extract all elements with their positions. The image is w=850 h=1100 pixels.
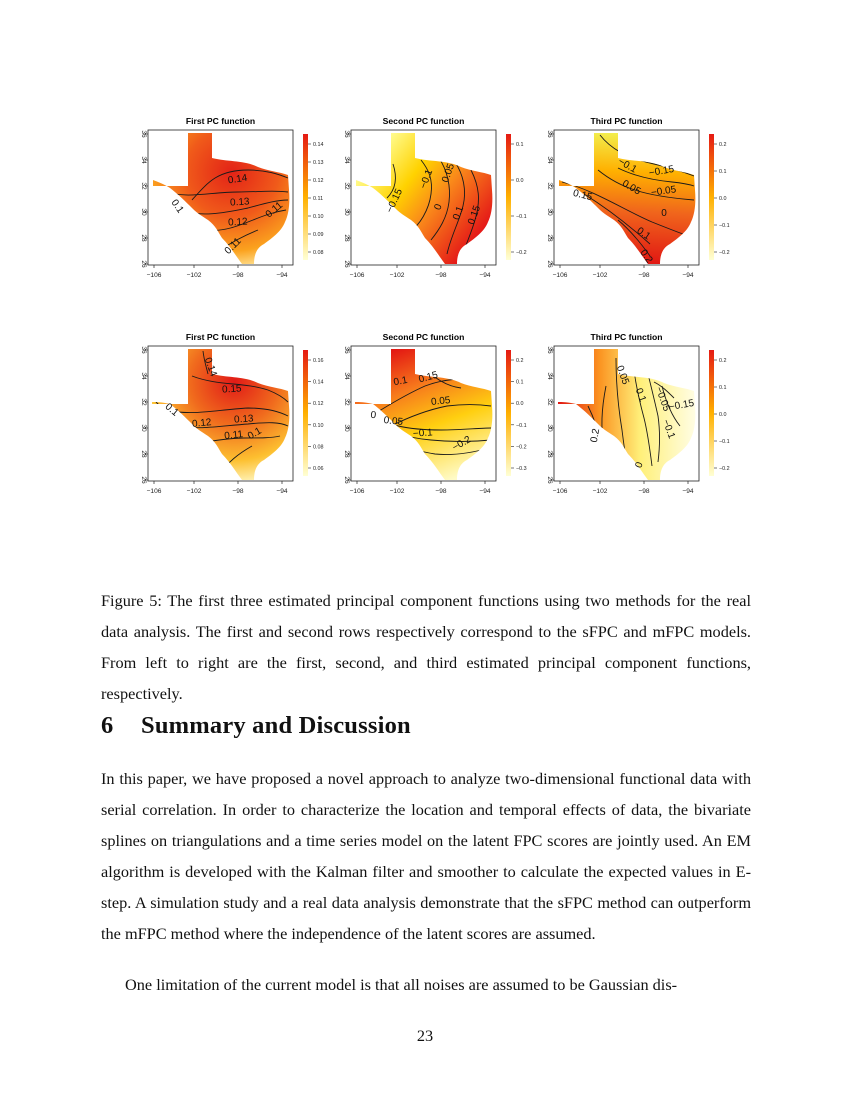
panel-title: Third PC function bbox=[590, 332, 663, 342]
contour-label: −0.15 bbox=[384, 187, 406, 215]
section-heading bbox=[101, 712, 411, 740]
colorbar-label: 0.11 bbox=[313, 196, 324, 202]
y-tick-label: 36 bbox=[546, 346, 553, 354]
contour-label: 0.11 bbox=[222, 235, 244, 257]
x-tick-label: −106 bbox=[349, 488, 365, 495]
x-tick-label: −94 bbox=[479, 488, 491, 495]
colorbar bbox=[303, 134, 308, 260]
colorbar-label: 0.10 bbox=[313, 422, 324, 429]
contour-label: 0.1 bbox=[245, 425, 264, 443]
colorbar-label: 0.0 bbox=[719, 196, 727, 202]
contour-label: −0.05 bbox=[650, 184, 677, 199]
y-tick-label: 28 bbox=[546, 234, 553, 242]
colorbar-label: 0.1 bbox=[719, 385, 727, 391]
y-tick-label: 36 bbox=[140, 346, 147, 354]
colorbar-label: 0.14 bbox=[313, 379, 324, 386]
colorbar-label: 0.09 bbox=[313, 232, 324, 238]
contour-label: 0.2 bbox=[637, 247, 655, 266]
contour-label: 0.05 bbox=[440, 162, 458, 185]
colorbar-label: −0.3 bbox=[516, 466, 527, 472]
y-tick-label: 32 bbox=[140, 398, 147, 406]
x-tick-label: −98 bbox=[638, 272, 650, 279]
contour-label: 0.05 bbox=[620, 178, 643, 198]
panel-title: Second PC function bbox=[382, 116, 465, 126]
contour-label: 0.05 bbox=[383, 415, 404, 429]
y-tick-label: 32 bbox=[546, 398, 553, 406]
colorbar-label: 0.0 bbox=[516, 178, 524, 184]
contour-label: 0.1 bbox=[392, 374, 409, 389]
y-tick-label: 34 bbox=[140, 372, 147, 380]
x-tick-label: −102 bbox=[389, 488, 405, 495]
colorbar-label: 0.2 bbox=[719, 358, 727, 364]
contour-label: 0.13 bbox=[229, 196, 250, 209]
y-tick-label: 26 bbox=[343, 260, 350, 268]
contour-label: −0.1 bbox=[418, 167, 436, 191]
x-tick-label: −94 bbox=[276, 272, 288, 279]
pc-panel bbox=[343, 116, 527, 279]
contour-label: 0.2 bbox=[588, 427, 603, 444]
contour-label: 0.15 bbox=[466, 204, 484, 227]
colorbar-label: −0.2 bbox=[719, 466, 730, 472]
contour-label: 0.11 bbox=[223, 429, 244, 442]
x-tick-label: −94 bbox=[479, 272, 491, 279]
contour-label: 0.12 bbox=[227, 216, 248, 229]
colorbar-label: −0.1 bbox=[719, 223, 730, 229]
contour-label: 0 bbox=[633, 460, 646, 470]
contour-label: 0.1 bbox=[168, 197, 186, 216]
contour-label: −0.15 bbox=[648, 163, 675, 180]
contour-label: 0.12 bbox=[191, 417, 212, 431]
colorbar bbox=[709, 134, 714, 260]
colorbar-label: 0.2 bbox=[719, 142, 727, 148]
contour-label: 0 bbox=[369, 409, 377, 422]
contour-label: 0.1 bbox=[162, 401, 181, 419]
y-tick-label: 32 bbox=[140, 182, 147, 190]
contour-label: −0.15 bbox=[668, 397, 695, 414]
x-tick-label: −94 bbox=[682, 272, 694, 279]
y-tick-label: 28 bbox=[343, 234, 350, 242]
y-tick-label: 26 bbox=[140, 476, 147, 484]
figure-caption: Figure 5: The first three estimated principal component functions using two methods for the real data analysis. The first and second rows respectively correspond to the sFPC and mFPC models. From left to right are the first, second, and third estimated principal component functions, respectively. bbox=[101, 591, 751, 703]
x-tick-label: −98 bbox=[435, 488, 447, 495]
x-tick-label: −98 bbox=[232, 272, 244, 279]
y-tick-label: 36 bbox=[343, 346, 350, 354]
contour-label: 0.13 bbox=[233, 413, 254, 426]
panel-title: First PC function bbox=[185, 332, 256, 342]
y-tick-label: 30 bbox=[343, 424, 350, 432]
colorbar-label: 0.1 bbox=[516, 379, 524, 386]
pc-panel bbox=[546, 332, 730, 495]
pc-panel bbox=[546, 116, 730, 279]
colorbar-label: 0.12 bbox=[313, 401, 324, 408]
y-tick-label: 34 bbox=[546, 156, 553, 164]
contour-label: 0.05 bbox=[613, 364, 631, 387]
y-tick-label: 34 bbox=[343, 156, 350, 164]
y-tick-label: 30 bbox=[546, 208, 553, 216]
pc-panel bbox=[343, 332, 527, 495]
x-tick-label: −94 bbox=[276, 488, 288, 495]
colorbar bbox=[303, 350, 308, 476]
texas-heatmap bbox=[153, 133, 289, 264]
panel-title: Second PC function bbox=[382, 332, 465, 342]
colorbar-label: 0.12 bbox=[313, 178, 324, 184]
colorbar bbox=[506, 134, 511, 260]
colorbar-label: −0.2 bbox=[516, 444, 527, 451]
colorbar-label: 0.1 bbox=[516, 142, 524, 148]
contour-label: −0.2 bbox=[450, 434, 474, 454]
paragraph: One limitation of the current model is that all noises are assumed to be Gaussian dis- bbox=[125, 975, 678, 994]
x-tick-label: −106 bbox=[552, 488, 568, 495]
y-tick-label: 28 bbox=[343, 450, 350, 458]
contour-label: −0.1 bbox=[615, 156, 639, 176]
colorbar-label: −0.1 bbox=[516, 214, 527, 220]
colorbar bbox=[506, 350, 511, 476]
x-tick-label: −98 bbox=[232, 488, 244, 495]
colorbar-label: 0.08 bbox=[313, 444, 324, 451]
panel-title: First PC function bbox=[185, 116, 256, 126]
y-tick-label: 26 bbox=[140, 260, 147, 268]
colorbar-label: 0.14 bbox=[313, 142, 324, 148]
contour-label: 0.1 bbox=[634, 225, 653, 243]
y-tick-label: 28 bbox=[140, 234, 147, 242]
contour-label: 0.15 bbox=[571, 187, 594, 204]
y-tick-label: 32 bbox=[546, 182, 553, 190]
x-tick-label: −102 bbox=[186, 488, 202, 495]
texas-heatmap bbox=[356, 133, 492, 264]
x-tick-label: −102 bbox=[592, 272, 608, 279]
contour-label: 0.15 bbox=[221, 383, 242, 396]
y-tick-label: 36 bbox=[546, 130, 553, 138]
page-number: 23 bbox=[416, 1026, 434, 1045]
contour-label: −0.05 bbox=[652, 385, 672, 413]
y-tick-label: 32 bbox=[343, 182, 350, 190]
contour-label: 0.11 bbox=[263, 199, 286, 221]
y-tick-label: 32 bbox=[343, 398, 350, 406]
y-tick-label: 36 bbox=[140, 130, 147, 138]
y-tick-label: 30 bbox=[546, 424, 553, 432]
colorbar-label: 0.16 bbox=[313, 358, 324, 364]
colorbar-label: 0.13 bbox=[313, 160, 324, 166]
contour-label: 0 bbox=[432, 202, 445, 212]
x-tick-label: −106 bbox=[146, 488, 162, 495]
contour-label: 0.14 bbox=[201, 356, 219, 379]
x-tick-label: −98 bbox=[435, 272, 447, 279]
x-tick-label: −102 bbox=[592, 488, 608, 495]
contour-label: −0.1 bbox=[659, 417, 677, 441]
y-tick-label: 30 bbox=[343, 208, 350, 216]
y-tick-label: 28 bbox=[546, 450, 553, 458]
pc-panel bbox=[140, 332, 324, 495]
colorbar-label: −0.1 bbox=[516, 422, 527, 429]
x-tick-label: −102 bbox=[186, 272, 202, 279]
panel-title: Third PC function bbox=[590, 116, 663, 126]
x-tick-label: −106 bbox=[552, 272, 568, 279]
contour-line bbox=[638, 134, 650, 148]
x-tick-label: −98 bbox=[638, 488, 650, 495]
y-tick-label: 28 bbox=[140, 450, 147, 458]
y-tick-label: 36 bbox=[343, 130, 350, 138]
colorbar-label: 0.1 bbox=[719, 169, 727, 175]
x-tick-label: −106 bbox=[349, 272, 365, 279]
contour-label: 0.1 bbox=[451, 204, 467, 222]
colorbar-label: 0.06 bbox=[313, 466, 324, 472]
pc-panel bbox=[140, 116, 324, 279]
colorbar-label: 0.2 bbox=[516, 358, 524, 364]
y-tick-label: 26 bbox=[546, 260, 553, 268]
section-title: Summary and Discussion bbox=[141, 712, 411, 739]
y-tick-label: 30 bbox=[140, 424, 147, 432]
y-tick-label: 26 bbox=[343, 476, 350, 484]
contour-label: −0.1 bbox=[412, 427, 434, 440]
colorbar-label: 0.0 bbox=[516, 401, 524, 408]
contour-label: 0.05 bbox=[430, 395, 451, 409]
colorbar-label: 0.0 bbox=[719, 412, 727, 418]
y-tick-label: 34 bbox=[546, 372, 553, 380]
contour-label: 0.15 bbox=[417, 369, 440, 386]
contour-label: 0.14 bbox=[227, 172, 249, 187]
colorbar-label: 0.10 bbox=[313, 214, 324, 220]
contour-label: 0.1 bbox=[632, 386, 648, 404]
colorbar-label: −0.2 bbox=[719, 250, 730, 256]
y-tick-label: 34 bbox=[343, 372, 350, 380]
colorbar bbox=[709, 350, 714, 476]
x-tick-label: −94 bbox=[682, 488, 694, 495]
colorbar-label: 0.08 bbox=[313, 250, 324, 256]
contour-label: 0 bbox=[661, 208, 667, 219]
y-tick-label: 30 bbox=[140, 208, 147, 216]
x-tick-label: −102 bbox=[389, 272, 405, 279]
x-tick-label: −106 bbox=[146, 272, 162, 279]
section-number: 6 bbox=[101, 712, 114, 739]
figure-5 bbox=[0, 0, 850, 520]
y-tick-label: 26 bbox=[546, 476, 553, 484]
paragraph: In this paper, we have proposed a novel approach to analyze two-dimensional functional data with serial correlation. In order to characterize the location and temporal effects of data, the bivariate splines on triangulations and a time series model on the latent FPC scores are jointly used. An EM algorithm is developed with the Kalman filter and smoother to calculate the expected values in E-step. A simulation study and a real data analysis demonstrate that the sFPC method can outperform the mFPC method where the independence of the latent scores are assumed. bbox=[101, 769, 751, 943]
colorbar-label: −0.1 bbox=[719, 439, 730, 445]
colorbar-label: −0.2 bbox=[516, 250, 527, 256]
y-tick-label: 34 bbox=[140, 156, 147, 164]
